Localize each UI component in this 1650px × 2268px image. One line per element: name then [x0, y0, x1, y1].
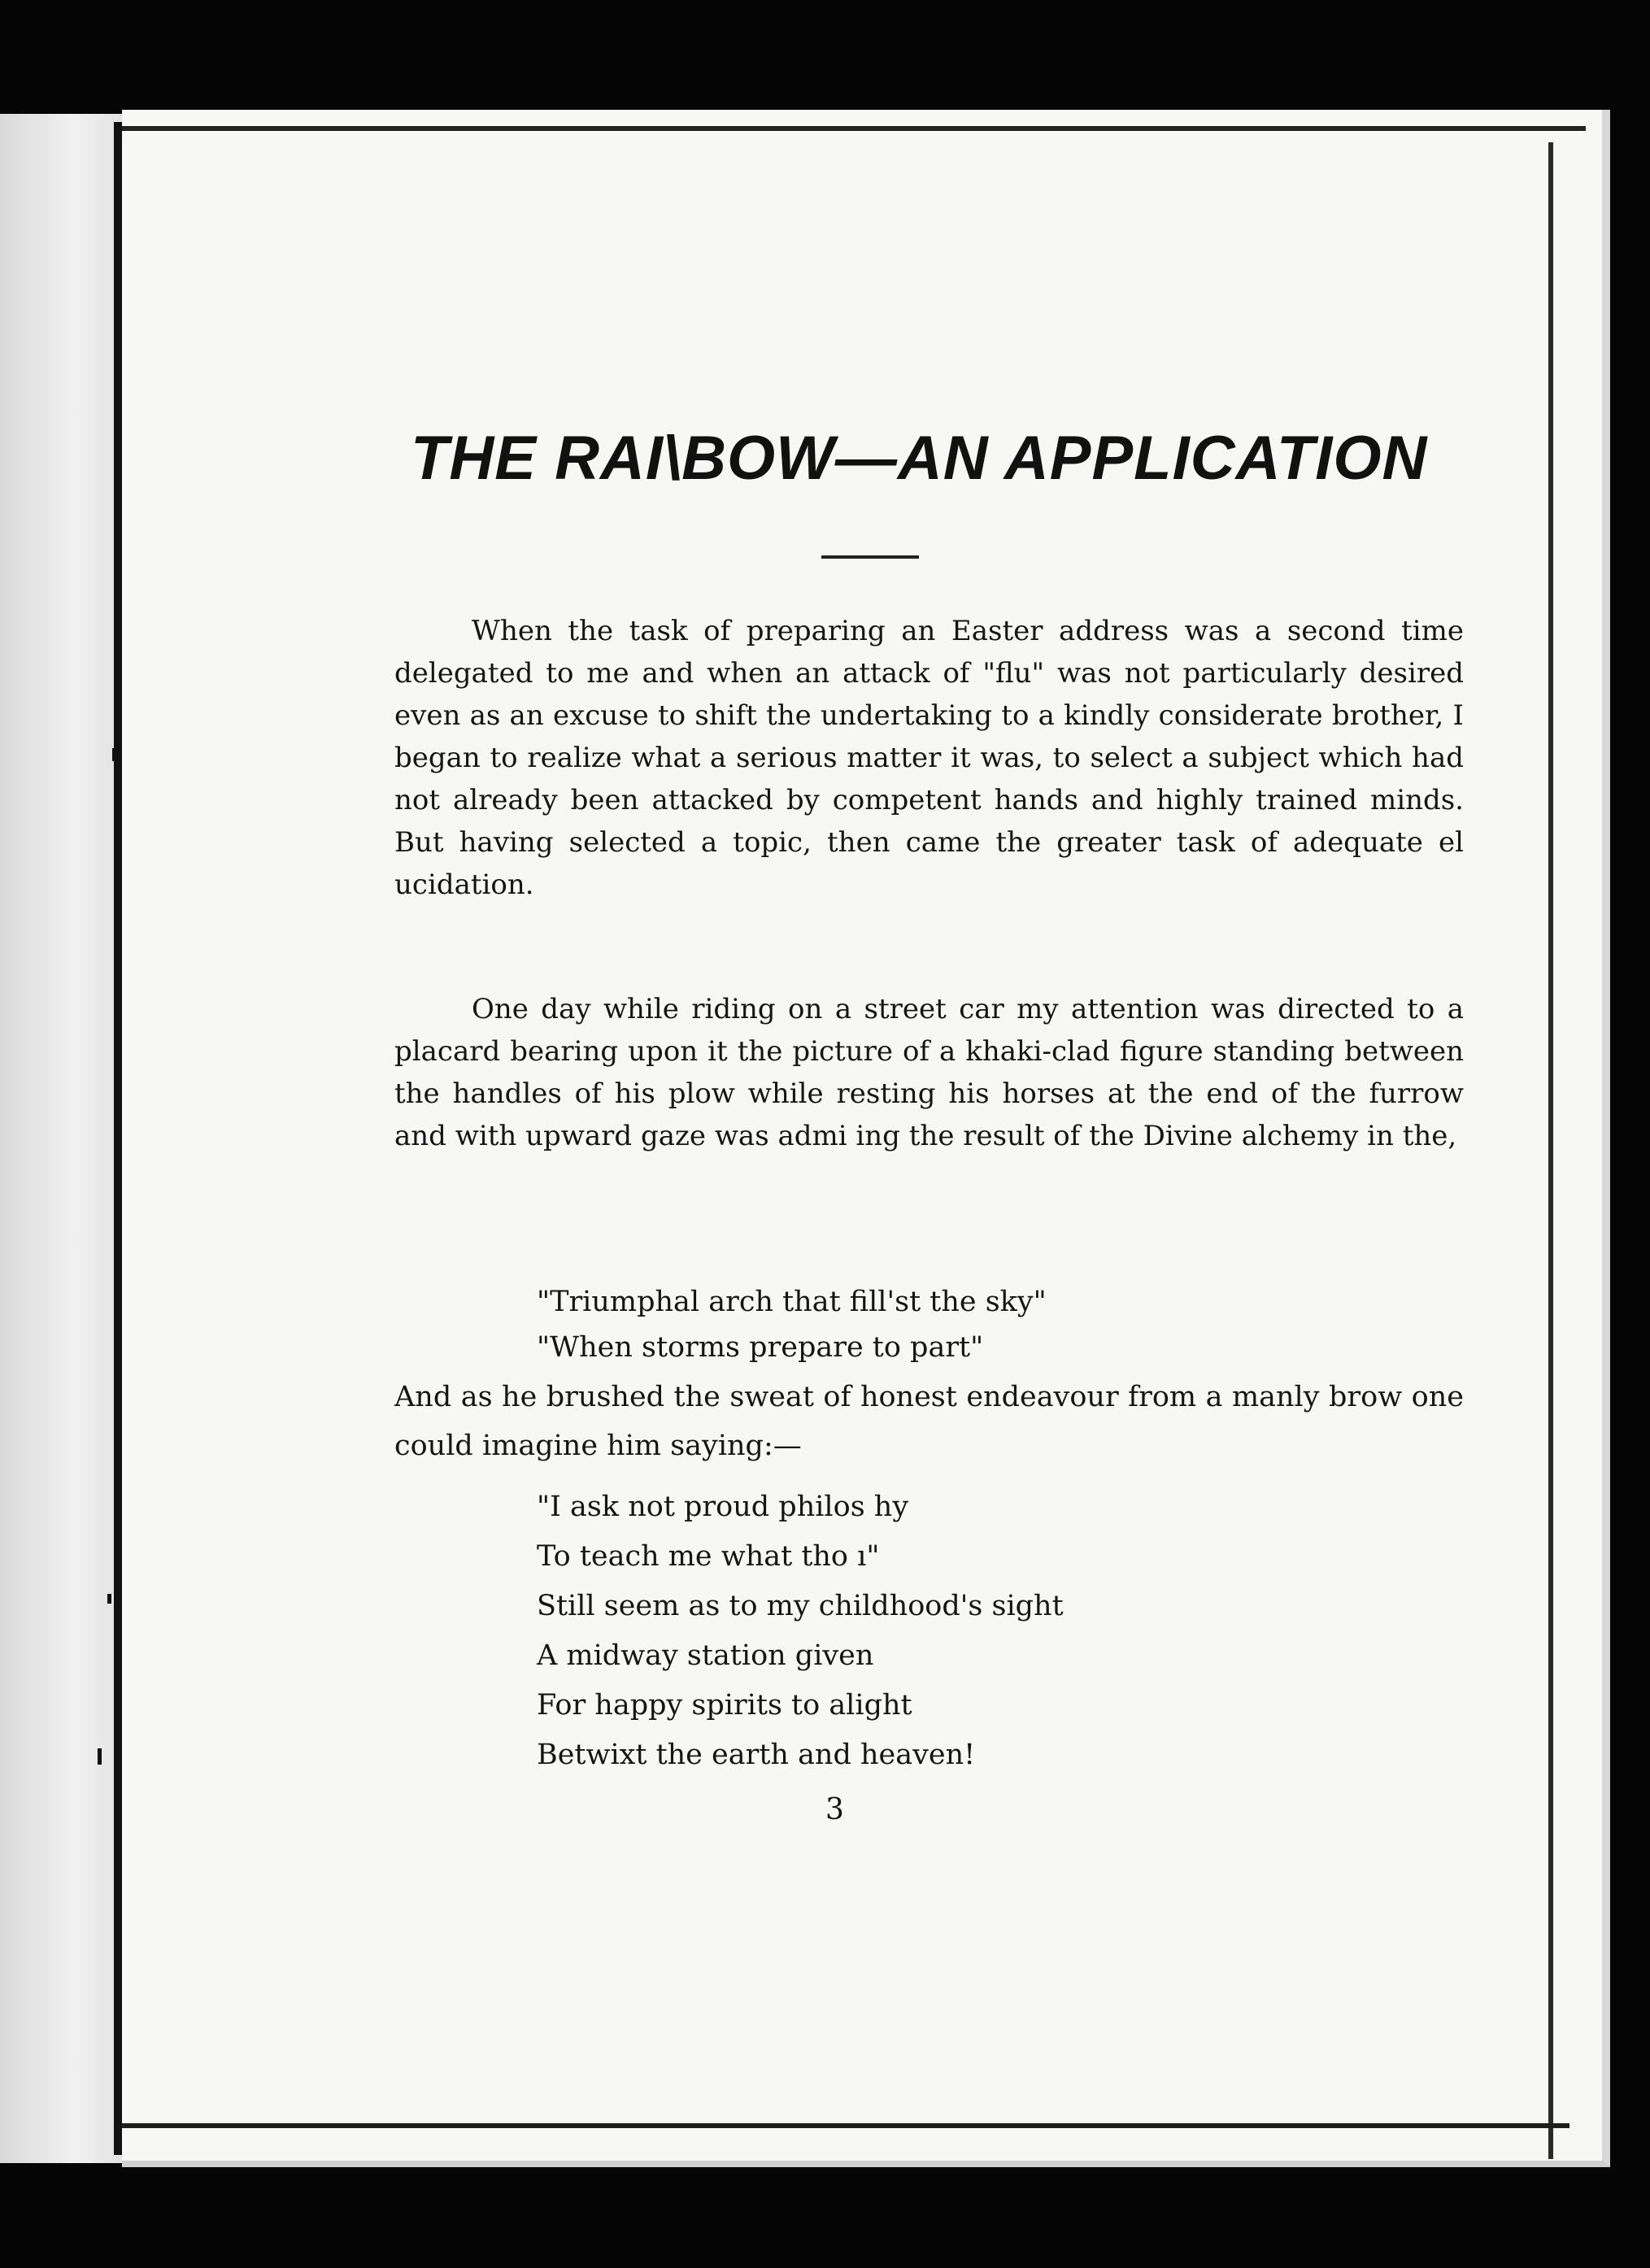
paragraph-2: One day while riding on a street car my attention was directed to a placard bearing upon it the picture of a khaki-clad figure standing between the handles of his plow while resting his horses at the end of the furrow and with upward gaze was admi ing the result of the Divine alchemy in the, — [394, 993, 1464, 1152]
poem-line: For happy spirits to alight — [537, 1689, 912, 1722]
poem-line: "I ask not proud philos hy — [537, 1491, 909, 1523]
quote-line-1: "Triumphal arch that fill'st the sky" — [537, 1286, 1047, 1318]
facing-page-strip — [0, 114, 122, 2163]
paragraph-3: And as he brushed the sweat of honest endeavour from a manly brow one could imagine him saying:— — [394, 1381, 1464, 1462]
page-top-rule — [122, 126, 1586, 131]
poem-stanza — [537, 1482, 1064, 1780]
scan-speck — [112, 748, 116, 761]
poem-line: A midway station given — [537, 1639, 874, 1672]
page-bottom-rule — [122, 2123, 1569, 2128]
page-title: THE RAI\BOW—AN APPLICATION — [411, 424, 1428, 493]
facing-page-edge — [114, 122, 122, 2155]
quote-line-2: "When storms prepare to part" — [537, 1331, 984, 1364]
scan-speck — [98, 1748, 102, 1765]
poem-line: Still seem as to my childhood's sight — [537, 1590, 1064, 1622]
page-number: 3 — [825, 1793, 844, 1826]
title-divider — [821, 555, 919, 559]
page-right-rule — [1548, 142, 1553, 2159]
poem-line: To teach me what tho ı" — [537, 1540, 880, 1573]
paragraph-1: When the task of preparing an Easter address was a second time delegated to me and when an attack of "flu" was not particularly desired even as an excuse to shift the undertaking to a kindly considerate brother, I began to realize what a serious matter it was, to select a subject which had not already been attacked by competent hands and highly trained minds. But having selected a topic, then came the greater task of adequate el ucidation. — [394, 615, 1464, 901]
poem-line: Betwixt the earth and heaven! — [537, 1739, 976, 1771]
scan-speck — [107, 1594, 111, 1604]
document-page — [122, 110, 1610, 2167]
